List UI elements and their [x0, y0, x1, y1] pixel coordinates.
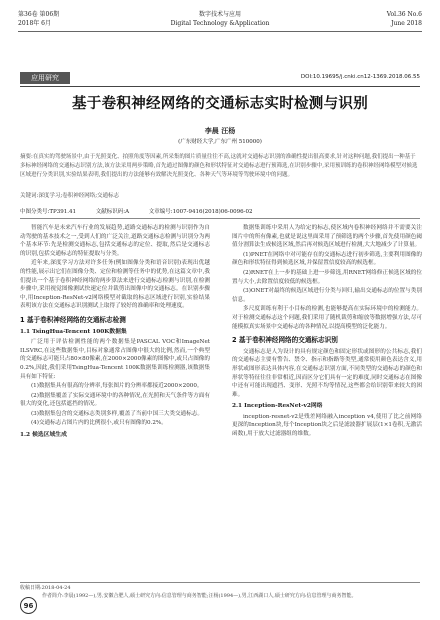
section-tag: 应用研究 [20, 72, 70, 84]
volume-issue-cn: 第36卷 第06期 [18, 11, 60, 18]
doi: DOI:10.19695/j.cnki.cn12-1369.2018.06.55 [300, 74, 420, 80]
body-paragraph: 广泛用于评估检测性能的两个数据集是PASCAL VOC和ImageNet ILSVRC,在这些数据集中,目标对象通常占图像中很大的比例,然而,一个典型的交通标志可能只占80×80像素,在2000×2000像素的图像中,或只占图像的0.2%,因此,我们采用TsingHua-Tencent 100K数据集训练检测器,该数据集具有如下特征: [20, 339, 210, 380]
footnote [20, 582, 420, 600]
title-rule [20, 86, 420, 87]
subsection-heading: 1.2 候选区域生成 [20, 432, 67, 439]
date-en: June 2018 [391, 20, 422, 27]
list-item: (4)交通标志占图片内的比例很小,或只有图像的0.2%。 [31, 420, 167, 427]
subsection-heading: 1.1 TsingHua-Tencent 100K数据集 [20, 328, 127, 335]
body-rule [20, 218, 420, 219]
list-item: (1)PNET在网络中对可能存在的交通标志进行初步筛选,主要利用图像的颜色和形状特征得到候选区域,并保留置信度较高的候选框。 [232, 251, 422, 267]
page-number: 96 [23, 601, 34, 610]
header-center [18, 10, 422, 28]
abstract: 摘要:在真实的驾驶场景中,由于光照变化、拍照角度等因素,所采集的图片质量往往不高,这就对交通标志识别的准确性提出很高要求,针对这种问题,我们提出一种基于多标神经网络的交通标志识别方法,该方法采用两步策略,首先通过图像的颜色和形状特征对交通标志进行预筛选,在识别步骤中,采用预训练的卷积神经网络模型对候选区域进行分类识别,实验结果表明,我们提出的方法能够有效解决光照变化、各种天气等环境等驾驶环境中的问题。 [20, 154, 418, 179]
page-number-badge [20, 597, 37, 614]
running-header [18, 10, 422, 40]
clc-number: 中图分类号:TP391.41 [20, 209, 76, 215]
paper-title: 基于卷积神经网络的交通标志实时检测与识别 [72, 96, 368, 112]
right-column [232, 224, 422, 440]
document-code: 文献标识码:A [95, 209, 130, 215]
left-column [20, 224, 210, 442]
article-number: 文章编号:1007-9416(2018)06-0096-02 [148, 209, 253, 215]
body-paragraph: 智能汽车是未来汽车行业的发展趋势,道路交通标志的检测与识别作为自动驾驶的基本技术之一,受到人们的广泛关注,道路交通标志检测与识别分为两个基本环节:先是检测交通标志,包括交通标志的定位、提取,然后是交通标志的识别,包括交通标志的特征提取与分类。 [20, 225, 210, 257]
authors: 李晨 汪杨 [204, 126, 236, 135]
header-right [387, 10, 422, 28]
journal-name-en: Digital Technology &Application [170, 20, 270, 27]
received-date: 收稿日期:2018-04-24 [20, 585, 71, 591]
keywords: 关键词:深度学习;卷积神经网络;交通标志 [20, 193, 120, 199]
body-paragraph: 近年来,深度学习方法对许多任务(例如图像分类和语音识别)表现出优越的性能,展示出它们在图像分类、定位和检测等任务中的优势,在这篇文章中,我们提出一个基于卷积神经网络的两步算法来进行交通标志检测与识别,在检测步骤中,采用视觉图像测试快速定位并裁剪出图像中的交通标志。在识别步骤中,用Inception-ResNet-v2网络模型对截取的标志区域进行识别,实验结果表明该方法在交通标志识别测试上取得了较好的准确率和处理速度。 [20, 260, 210, 310]
list-item: (1)数据集具有很高的分辨率,每张图片的分辨率都接近2000×2000。 [31, 383, 203, 390]
body-paragraph: 数据集训练中采用人为给定的标志,使区域内卷积神经网络并不需要关注图片中的所有像素,也就是说这里面采用了预筛选的两个步骤,首先使用颜色阈值分割算法生成候选区域,然后再对候选区域进行检测,大大地减少了计算量。 [232, 225, 422, 249]
header-rule [18, 31, 422, 32]
subsection-heading: 2.1 Inception-ResNet-v2网络 [232, 403, 323, 410]
list-item: (3)数据集包含的交通标志类别多样,覆盖了当前中国三大类交通标志。 [31, 410, 203, 417]
volume-issue-en: Vol.36 No.6 [386, 11, 422, 18]
classification-meta [20, 208, 420, 217]
list-item: (3)ONET对最终的候选区域进行分类与回归,输出交通标志的位置与类别信息。 [232, 288, 422, 303]
section-heading: 1 基于卷积神经网络的交通标志检测 [20, 315, 126, 324]
body-paragraph: inception-resnet-v2是残差网络融入inception v4,使用了比之前网络更深的Inception块,每个Inception块之后是滤波器扩展层(1×1卷积,无激活函数),用于放大过滤器组的维数。 [232, 413, 422, 438]
section-heading: 2 基于卷积神经网络的交通标志识别 [232, 336, 338, 345]
affiliation: (广东财经大学,广东广州 510000) [178, 139, 262, 145]
list-item: (2)RNET在上一步的基础上进一步筛选,用RNET网络修正候选区域的位置与大小,去除置信度较低的候选框。 [232, 269, 422, 285]
body-paragraph: 交通标志是人为设计的具有规定颜色和固定形状或图形的公共标志,我们的交通标志主要有警告、禁令、指示和指路等类型,通常使用颜色表达含义,用形状或图形表达具体内容,在交通标志识别方面,不同类型的交通标志的颜色和形状等特征往往非常相近,因而区分它们具有一定的难度,同时交通标志在图像中还有可能出现遮挡、变形、光照不均等情况,这些都会给识别带来较大的困难。 [232, 348, 422, 398]
body-paragraph: 多尺度训练有利于小目标的检测,也能够提高在实际环境中的检测能力。对于检测交通标志这个问题,我们采用了随机裁剪和缩放等数据增强方法,尽可能模拟真实场景中交通标志的各种情况,以提高模型的泛化能力。 [232, 306, 422, 330]
journal-name-cn: 数字技术与应用 [198, 11, 241, 18]
list-item: (2)数据集覆盖了实际交通环境中的各种情况,在光照和天气条件等方面有很大的变化,还包括遮挡的情况。 [20, 392, 210, 408]
author-bio: 作者简介:李晨(1992—),男,安徽合肥人,硕士研究方向:信息管理与商务智能;汪杨(1994—),男,江西湖口人,硕士研究方向:信息管理与商务智能。 [42, 592, 357, 599]
date-cn: 2018年 6月 [18, 20, 51, 27]
